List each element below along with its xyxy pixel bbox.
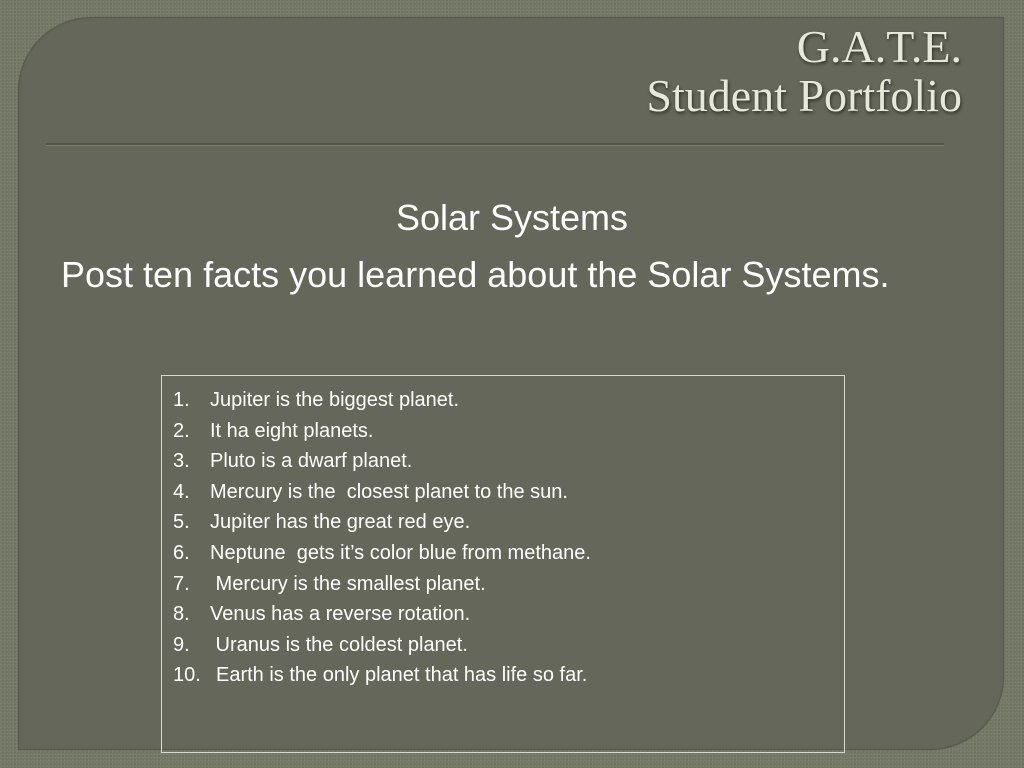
list-item-number: 8.	[173, 603, 190, 626]
list-item	[173, 446, 844, 477]
list-item	[173, 599, 844, 630]
list-item	[173, 538, 844, 569]
list-item-number: 5.	[173, 511, 190, 534]
list-item	[173, 385, 844, 416]
list-item-text: Earth is the only planet that has life so far.	[216, 664, 588, 687]
title-divider	[46, 143, 944, 146]
list-item	[173, 569, 844, 600]
list-item	[173, 477, 844, 508]
list-item-text: Venus has a reverse rotation.	[210, 603, 471, 626]
list-item-number: 6.	[173, 541, 190, 564]
list-item-text: Jupiter is the biggest planet.	[210, 389, 460, 411]
list-item-number: 7.	[173, 572, 190, 595]
title-line-1: G.A.T.E.	[796, 21, 962, 72]
list-item-text: Mercury is the smallest planet.	[210, 572, 486, 595]
list-item	[173, 630, 844, 661]
list-item	[173, 660, 844, 691]
list-item-number: 4.	[173, 480, 190, 503]
list-item-number: 1.	[173, 389, 190, 411]
assignment-prompt: Post ten facts you learned about the Solar Systems.	[61, 254, 890, 295]
slide-title	[362, 22, 962, 120]
list-item-number: 2.	[173, 419, 190, 442]
facts-text-box	[161, 375, 845, 753]
list-item-text: Mercury is the closest planet to the sun.	[210, 480, 568, 503]
list-item-text: Pluto is a dwarf planet.	[210, 450, 413, 473]
facts-list	[162, 376, 844, 691]
list-item-text: Neptune gets it’s color blue from methane.	[210, 541, 591, 564]
list-item-text: Uranus is the coldest planet.	[210, 633, 468, 656]
list-item-number: 3.	[173, 450, 190, 473]
list-item-number: 9.	[173, 633, 190, 656]
list-item-text: Jupiter has the great red eye.	[210, 511, 471, 534]
list-item	[173, 507, 844, 538]
title-line-2: Student Portfolio	[646, 70, 962, 121]
section-heading: Solar Systems	[395, 197, 629, 238]
list-item	[173, 416, 844, 447]
list-item-number: 10.	[173, 664, 201, 687]
list-item-text: It ha eight planets.	[210, 419, 374, 442]
